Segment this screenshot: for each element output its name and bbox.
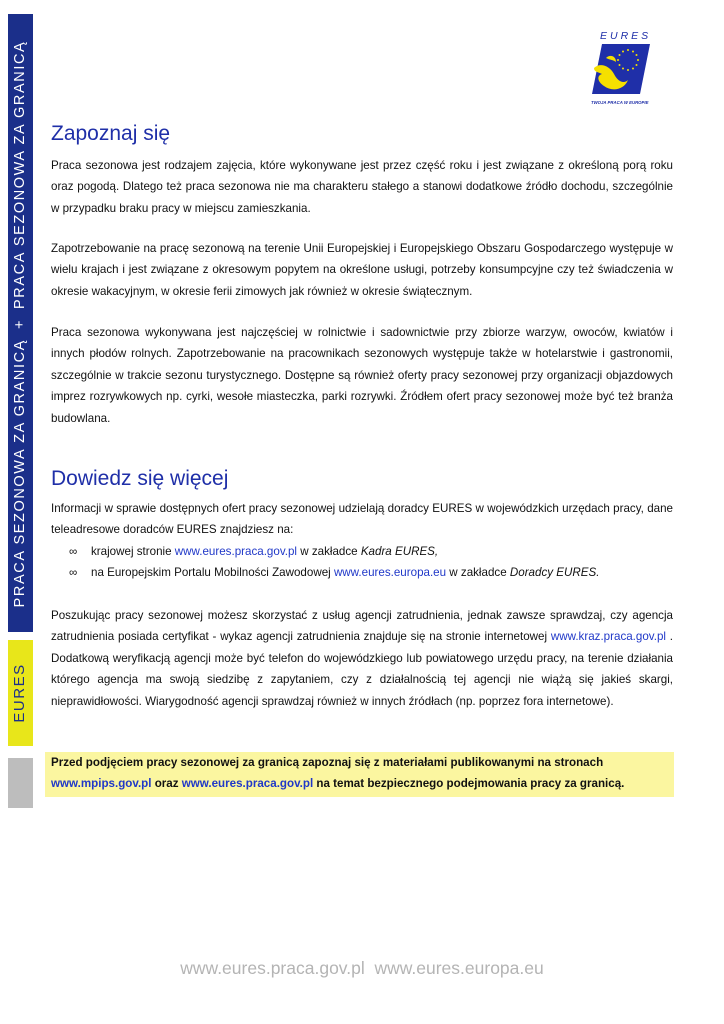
paragraph-1: Praca sezonowa jest rodzajem zajęcia, które wykonywane jest przez część roku i jest związane z określoną porą roku oraz pogodą. Dlatego też praca sezonowa nie ma charakteru stałego a stanowi dodatkowe źródło dochodu, szczególnie w przypadku braku pracy w miejscu zamieszkania. — [51, 159, 673, 215]
link-mpips[interactable]: www.mpips.gov.pl — [51, 777, 152, 791]
paragraph-2: Zapotrzebowanie na pracę sezonową na terenie Unii Europejskiej i Europejskiego Obszaru Gospodarczego występuje w wielu krajach i jest związane z okresowym popytem na określone usługi, potrzeby konsumpcyjne czy też świadczenia w okresie wakacyjnym, w okresie ferii zimowych jak również w okresie świątecznym. — [51, 242, 673, 298]
logo-tagline: TWOJA PRACA W EUROPIE — [591, 100, 649, 105]
contact-list — [51, 541, 673, 584]
link-eures-praca-note[interactable]: www.eures.praca.gov.pl — [181, 777, 314, 791]
footer-urls: www.eures.praca.gov.pl www.eures.europa.eu — [180, 958, 544, 978]
section-title-dowiedz: Dowiedz się więcej — [51, 467, 229, 490]
link-kraz[interactable]: www.kraz.praca.gov.pl — [550, 630, 666, 644]
sidebar-gray-band — [8, 758, 33, 808]
link-eures-europa[interactable]: www.eures.europa.eu — [333, 566, 447, 580]
sidebar-eures-label: EURES — [11, 663, 28, 723]
logo-brand-text: EURES — [600, 30, 652, 42]
paragraph-3: Praca sezonowa wykonywana jest najczęściej w rolnictwie i sadownictwie przy zbiorze warzyw, owoców, kwiatów i innych płodów rolnych. Zapotrzebowanie na pracownikach sezonowych występuje także w hotelarstwie i gastronomii, szczególnie w trakcie sezonu turystycznego. Dostępne są również oferty pracy sezonowej przy organizacji objazdowych imprez rozrywkowych np. cyrki, wesołe miasteczka, parki rozrywki. Źródłem ofert pracy sezonowej może być też branża budowlana. — [51, 326, 673, 425]
sidebar-vertical-title — [10, 24, 30, 624]
bullet-infinity-icon: ∞ — [69, 545, 78, 558]
highlight-note: Przed podjęciem pracy sezonowej za granicą zapoznaj się z materiałami publikowanymi na stronach www.mpips.gov.pl oraz www.eures.praca.gov.pl na temat bezpiecznego podejmowania pracy za granicą. — [45, 752, 674, 797]
sidebar-title-a: PRACA SEZONOWA ZA GRANICĄ — [12, 40, 28, 309]
list-item: ∞ krajowej stronie www.eures.praca.gov.pl w zakładce Kadra EURES, — [51, 541, 673, 562]
sidebar-plus: + — [12, 318, 28, 330]
eures-logo — [588, 28, 656, 112]
paragraph-intro: Informacji w sprawie dostępnych ofert pracy sezonowej udzielają doradcy EURES w wojewódzkich urzędach pracy, dane teleadresowe doradców EURES znajdziesz na: — [51, 502, 673, 537]
list-item: ∞ na Europejskim Portalu Mobilności Zawodowej www.eures.europa.eu w zakładce Doradcy EURES. — [51, 562, 673, 583]
paragraph-agencies: Poszukując pracy sezonowej możesz skorzystać z usług agencji zatrudnienia, jednak zawsze sprawdzaj, czy agencja zatrudnienia posiada certyfikat - wykaz agencji zatrudnienia znajduje się na stronie internetowej www.kraz.praca.gov.pl . Dodatkową weryfikacją agencji może być telefon do wojewódzkiego lub powiatowego urzędu pracy, na terenie działania którego agencja ma swoją siedzibę z zapytaniem, czy z działalnością tej agencji nie wiążą się jakieś skargi, nieprawidłowości. Wiarygodność agencji sprawdzaj również w innych źródłach (np. poprzez fora internetowe). — [51, 609, 673, 708]
sidebar-title-b: PRACA SEZONOWA ZA GRANICĄ — [12, 339, 28, 608]
section-title-zapoznaj: Zapoznaj się — [51, 122, 171, 145]
link-eures-praca[interactable]: www.eures.praca.gov.pl — [174, 545, 298, 558]
bullet-infinity-icon: ∞ — [69, 566, 78, 580]
